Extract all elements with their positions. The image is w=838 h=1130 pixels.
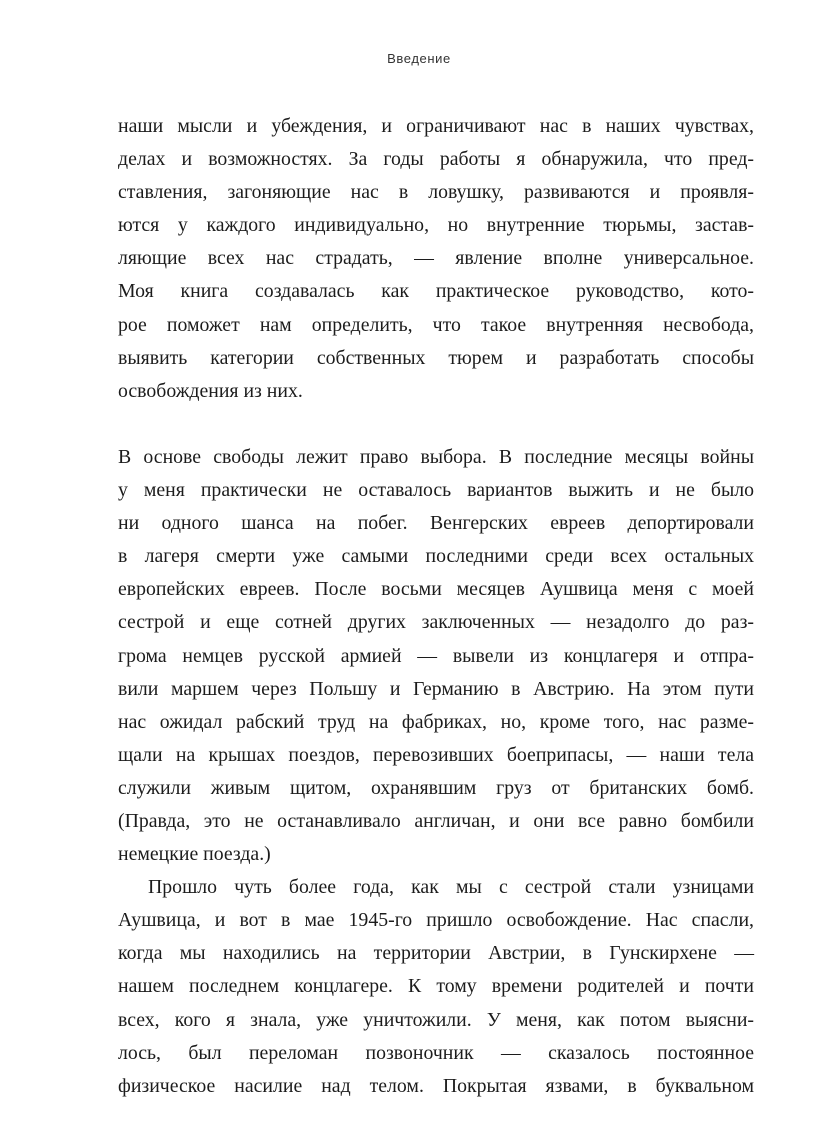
text-line: вили маршем через Польшу и Германию в Австрию. На этом пути — [118, 677, 754, 700]
text-line: всех, кого я знала, уже уничтожили. У меня, как потом выясни- — [118, 1008, 754, 1031]
text-line: служили живым щитом, охранявшим груз от британских бомб. — [118, 776, 754, 799]
text-line: рое поможет нам определить, что такое внутренняя несвобода, — [118, 313, 754, 336]
text-line: делах и возможностях. За годы работы я обнаружила, что пред- — [118, 148, 754, 171]
text-line: ни одного шанса на побег. Венгерских евреев депортировали — [118, 512, 754, 535]
text-line: освобождения из них. — [118, 379, 303, 402]
text-line: Аушвица, и вот в мае 1945-го пришло освобождение. Нас спасли, — [118, 909, 754, 932]
page-body — [118, 110, 754, 1103]
text-line: физическое насилие над телом. Покрытая язвами, в буквальном — [118, 1074, 754, 1097]
paragraph-2 — [118, 441, 754, 871]
text-line: в лагеря смерти уже самыми последними среди всех остальных — [118, 545, 754, 568]
text-line: лось, был переломан позвоночник — сказалось постоянное — [118, 1041, 754, 1064]
text-line: щали на крышах поездов, перевозивших боеприпасы, — наши тела — [118, 743, 754, 766]
text-line: нашем последнем концлагере. К тому времени родителей и почти — [118, 975, 754, 998]
text-line: В основе свободы лежит право выбора. В последние месяцы войны — [118, 445, 754, 468]
text-line: Прошло чуть более года, как мы с сестрой стали узницами — [148, 876, 754, 899]
text-line: когда мы находились на территории Австрии, в Гунскирхене — — [118, 942, 754, 965]
paragraph-1 — [118, 110, 754, 408]
text-line: Моя книга создавалась как практическое руководство, кото- — [118, 280, 754, 303]
text-line: немецкие поезда.) — [118, 843, 271, 866]
text-line: выявить категории собственных тюрем и разработать способы — [118, 346, 754, 369]
text-line: ставления, загоняющие нас в ловушку, развиваются и проявля- — [118, 181, 754, 204]
section-break — [118, 408, 754, 441]
text-line: европейских евреев. После восьми месяцев Аушвица меня с моей — [118, 578, 754, 601]
running-header: Введение — [387, 51, 451, 66]
text-line: ются у каждого индивидуально, но внутренние тюрьмы, застав- — [118, 214, 754, 237]
text-line: грома немцев русской армией — вывели из концлагеря и отпра- — [118, 644, 754, 667]
text-line: сестрой и еще сотней других заключенных — незадолго до раз- — [118, 611, 754, 634]
text-line: (Правда, это не останавливало англичан, и они все равно бомбили — [118, 809, 754, 832]
paragraph-3 — [118, 871, 754, 1103]
text-line: нас ожидал рабский труд на фабриках, но, кроме того, нас разме- — [118, 710, 754, 733]
text-line: у меня практически не оставалось вариантов выжить и не было — [118, 479, 754, 502]
text-line: наши мысли и убеждения, и ограничивают нас в наших чувствах, — [118, 115, 754, 137]
text-line: ляющие всех нас страдать, — явление вполне универсальное. — [118, 247, 754, 270]
